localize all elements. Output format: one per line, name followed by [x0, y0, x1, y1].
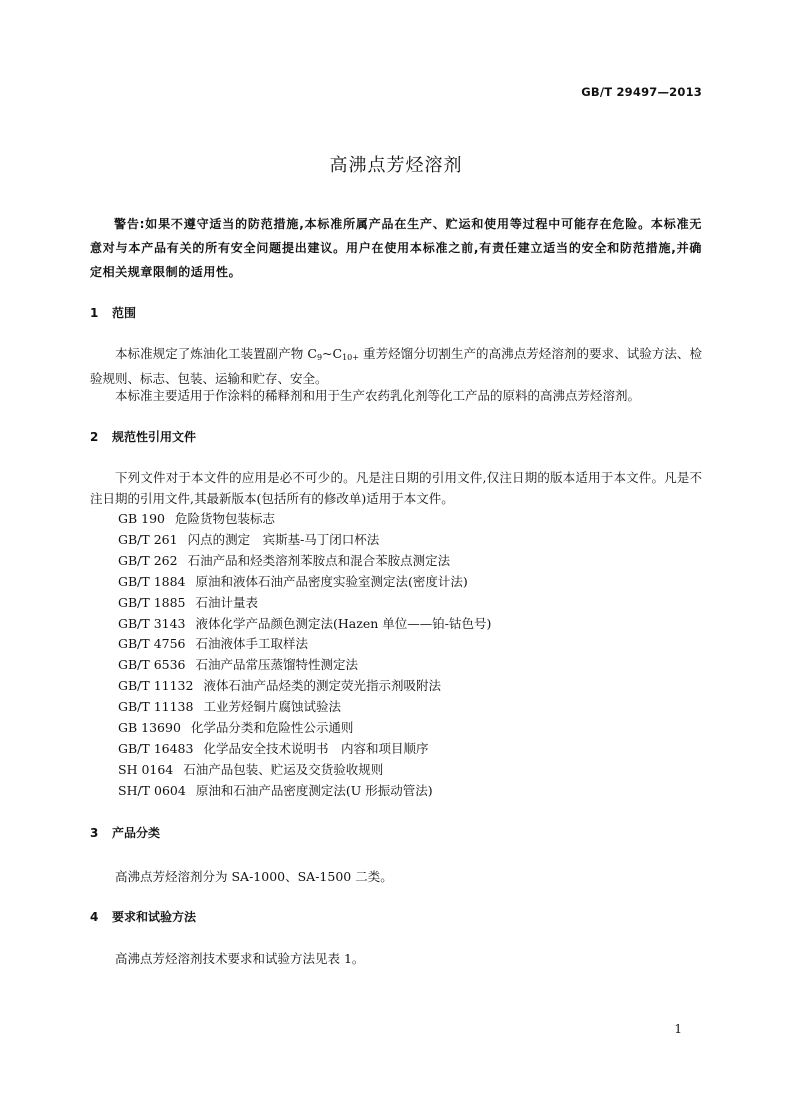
- reference-item: GB/T 261 闪点的测定 宾斯基-马丁闭口杯法: [118, 531, 380, 547]
- section-3-title: 产品分类: [112, 826, 161, 840]
- section-1-p1-text-c: 重芳烃馏分切割生产的高沸点芳烃溶剂的要求、试验方法、检验规则、标志、包装、运输和贮存、安全。: [90, 346, 702, 386]
- normative-references-list: [118, 509, 491, 802]
- reference-item: SH 0164 石油产品包装、贮运及交货验收规则: [118, 761, 384, 777]
- section-3-number: 3: [90, 826, 99, 840]
- section-1-p1-text-a: 本标准规定了炼油化工装置副产物 C: [115, 346, 317, 361]
- reference-item: GB 190 危险货物包装标志: [118, 511, 276, 526]
- reference-item: GB/T 262 石油产品和烃类溶剂苯胺点和混合苯胺点测定法: [118, 552, 451, 568]
- subscript-10-plus: 10+: [342, 353, 359, 362]
- section-4-heading: [90, 908, 196, 926]
- reference-item: GB/T 16483 化学品安全技术说明书 内容和项目顺序: [118, 740, 429, 756]
- reference-item: GB/T 11132 液体石油产品烃类的测定荧光指示剂吸附法: [118, 678, 441, 694]
- standard-code: GB/T 29497—2013: [581, 85, 702, 99]
- section-4-title: 要求和试验方法: [112, 910, 197, 924]
- reference-item: GB/T 3143 液体化学产品颜色测定法(Hazen 单位——铂-钴色号): [118, 615, 492, 631]
- reference-item: GB/T 4756 石油液体手工取样法: [118, 636, 309, 652]
- section-2-heading: [90, 428, 196, 446]
- section-1-number: 1: [90, 306, 99, 320]
- document-title: 高沸点芳烃溶剂: [329, 155, 463, 176]
- reference-item: GB/T 1884 原油和液体石油产品密度实验室测定法(密度计法): [118, 573, 468, 589]
- section-1-p1-text-b: ~C: [322, 346, 343, 361]
- page-number: 1: [674, 1022, 682, 1036]
- section-3-heading: [90, 824, 160, 842]
- section-4-number: 4: [90, 910, 99, 924]
- reference-item: GB/T 1885 石油计量表: [118, 594, 259, 610]
- section-1-paragraph-2: 本标准主要适用于作涂料的稀释剂和用于生产农药乳化剂等化工产品的原料的高沸点芳烃溶剂。: [115, 388, 641, 403]
- reference-item: GB/T 6536 石油产品常压蒸馏特性测定法: [118, 657, 359, 673]
- subscript-9: 9: [316, 353, 323, 362]
- section-1-paragraph-1: [90, 343, 702, 389]
- reference-item: SH/T 0604 原油和石油产品密度测定法(U 形振动管法): [118, 782, 433, 798]
- section-2-title: 规范性引用文件: [112, 430, 197, 444]
- section-1-title: 范围: [112, 306, 137, 320]
- section-3-paragraph: 高沸点芳烃溶剂分为 SA-1000、SA-1500 二类。: [115, 869, 393, 884]
- warning-paragraph: 警告:如果不遵守适当的防范措施,本标准所属产品在生产、贮运和使用等过程中可能存在危险。本标准无意对与本产品有关的所有安全问题提出建议。用户在使用本标准之前,有责任建立适当的安全和防范措施,并确定相关规章限制的适用性。: [90, 217, 702, 279]
- section-4-paragraph: 高沸点芳烃溶剂技术要求和试验方法见表 1。: [115, 951, 365, 966]
- section-2-intro: 下列文件对于本文件的应用是必不可少的。凡是注日期的引用文件,仅注日期的版本适用于本文件。凡是不注日期的引用文件,其最新版本(包括所有的修改单)适用于本文件。: [90, 470, 702, 506]
- section-1-heading: [90, 304, 136, 322]
- section-2-number: 2: [90, 430, 99, 444]
- reference-item: GB/T 11138 工业芳烃铜片腐蚀试验法: [118, 699, 341, 715]
- reference-item: GB 13690 化学品分类和危险性公示通则: [118, 720, 354, 736]
